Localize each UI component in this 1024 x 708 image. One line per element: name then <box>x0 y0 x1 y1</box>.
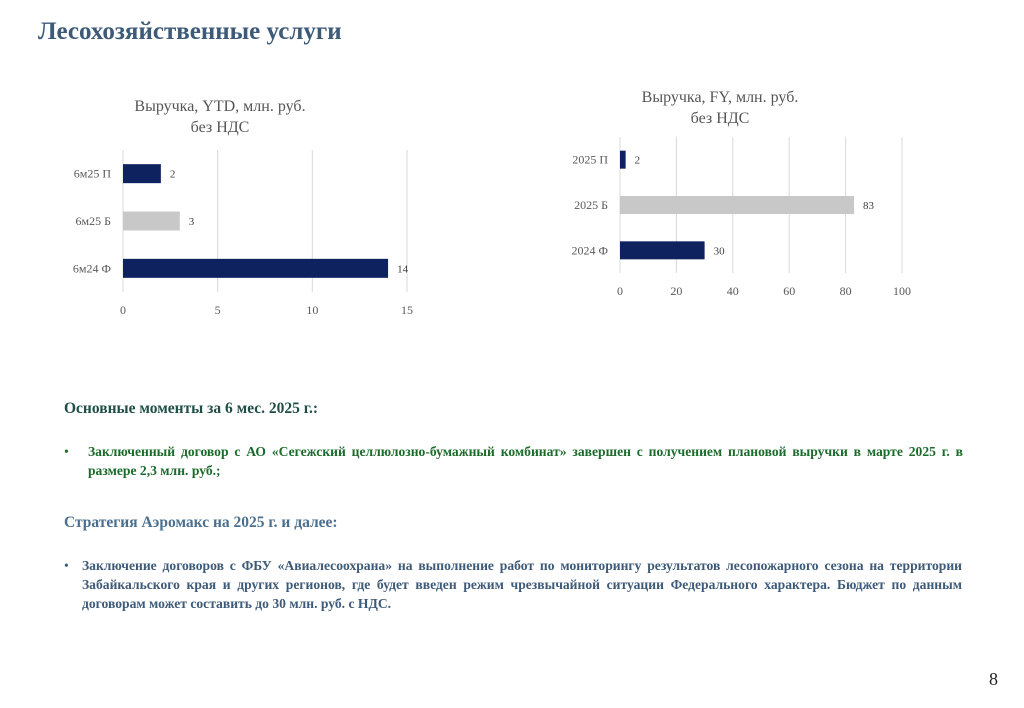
highlights-bullet-item <box>64 442 963 480</box>
strategy-bullet-text: Заключение договоров с ФБУ «Авиалесоохрана» на выполнение работ по мониторингу результатов лесопожарного сезона на территории Забайкальского края и других регионов, где будет введен режим чрезвычайной ситуации Федерального характера. Бюджет по данным договорам может составить до 30 млн. руб. с НДС. <box>82 558 962 611</box>
x-tick-label: 40 <box>726 284 739 298</box>
category-label: 2024 Ф <box>571 243 608 258</box>
x-tick-label: 20 <box>670 284 683 298</box>
bar <box>123 259 388 278</box>
category-label: 6м25 П <box>73 166 111 181</box>
data-label: 14 <box>397 263 409 276</box>
bullet-marker: • <box>64 444 69 459</box>
bar <box>123 164 161 183</box>
strategy-heading: Стратегия Аэромакс на 2025 г. и далее: <box>64 514 338 531</box>
chart-fy-title-line-1: Выручка, FY, млн. руб. <box>641 89 799 106</box>
chart-ytd <box>40 140 430 330</box>
page-number: 8 <box>989 669 998 689</box>
chart-fy-svg <box>540 135 940 305</box>
data-label: 83 <box>863 200 875 212</box>
category-label: 2025 П <box>572 152 608 167</box>
data-label: 2 <box>169 168 176 181</box>
category-label: 6м24 Ф <box>72 261 111 276</box>
slide-title: Лесохозяйственные услуги <box>38 18 342 45</box>
x-tick-label: 5 <box>214 303 221 317</box>
data-label: 3 <box>188 216 195 228</box>
data-label: 2 <box>634 154 641 167</box>
x-tick-label: 10 <box>306 303 319 317</box>
chart-fy-title <box>600 87 840 129</box>
chart-ytd-title-line-1: Выручка, YTD, млн. руб. <box>134 98 306 115</box>
chart-fy-title-line-2: без НДС <box>690 110 750 127</box>
x-tick-label: 60 <box>783 284 796 298</box>
highlights-heading: Основные моменты за 6 мес. 2025 г.: <box>64 400 319 417</box>
highlights-bullet-text: Заключенный договор с АО «Сегежский целлюлозно-бумажный комбинат» завершен с получением плановой выручки в марте 2025 г. в размере 2,3 млн. руб.; <box>88 444 963 478</box>
strategy-bullet-item <box>64 556 962 613</box>
bar <box>620 151 626 169</box>
x-tick-label: 100 <box>893 284 911 298</box>
bullet-marker: • <box>64 558 69 573</box>
bar <box>620 196 854 214</box>
bar <box>620 241 705 259</box>
x-tick-label: 0 <box>617 284 623 298</box>
chart-fy <box>540 135 940 305</box>
x-tick-label: 80 <box>839 284 852 298</box>
chart-ytd-title-line-2: без НДС <box>190 119 250 136</box>
category-label: 2025 Б <box>574 198 608 212</box>
x-tick-label: 15 <box>401 303 413 317</box>
data-label: 30 <box>713 245 725 258</box>
chart-ytd-svg <box>40 140 430 330</box>
chart-ytd-title <box>100 96 340 138</box>
bar <box>123 212 180 231</box>
x-tick-label: 0 <box>120 303 126 317</box>
category-label: 6м25 Б <box>75 214 111 228</box>
